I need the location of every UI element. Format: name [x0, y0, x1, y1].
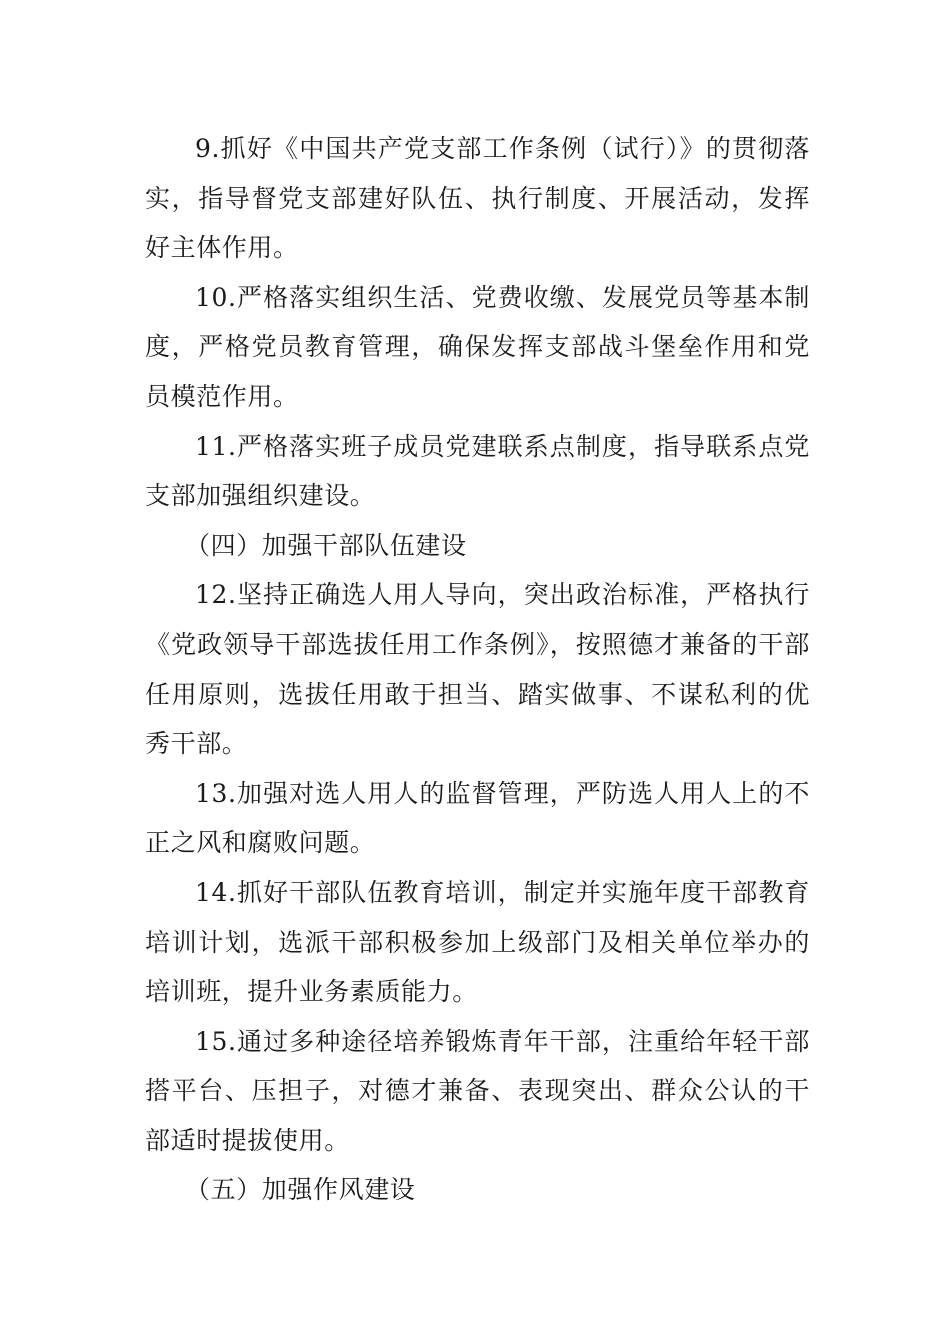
paragraph-item-9: 9.抓好《中国共产党支部工作条例（试行）》的贯彻落实，指导督党支部建好队伍、执行制度、开展活动，发挥好主体作用。 — [145, 134, 810, 263]
paragraph-item-14: 14.抓好干部队伍教育培训，制定并实施年度干部教育培训计划，选派干部积极参加上级部门及相关单位举办的培训班，提升业务素质能力。 — [145, 877, 810, 1007]
paragraph-item-12: 12.坚持正确选人用人导向，突出政治标准，严格执行《党政领导干部选拔任用工作条例》，按照德才兼备的干部任用原则，选拔任用敢于担当、踏实做事、不谋私利的优秀干部。 — [145, 580, 810, 759]
section-heading-5: （五）加强作风建设 — [185, 1175, 416, 1205]
paragraph-item-10: 10.严格落实组织生活、党费收缴、发展党员等基本制度，严格党员教育管理，确保发挥支部战斗堡垒作用和党员模范作用。 — [145, 282, 810, 411]
section-heading-4: （四）加强干部队伍建设 — [185, 530, 467, 560]
paragraph-item-15: 15.通过多种途径培养锻炼青年干部，注重给年轻干部搭平台、压担子，对德才兼备、表现突出、群众公认的干部适时提拔使用。 — [145, 1026, 810, 1155]
document-body — [145, 124, 810, 1215]
paragraph-item-11: 11.严格落实班子成员党建联系点制度，指导联系点党支部加强组织建设。 — [145, 431, 810, 511]
paragraph-item-13: 13.加强对选人用人的监督管理，严防选人用人上的不正之风和腐败问题。 — [145, 778, 810, 858]
